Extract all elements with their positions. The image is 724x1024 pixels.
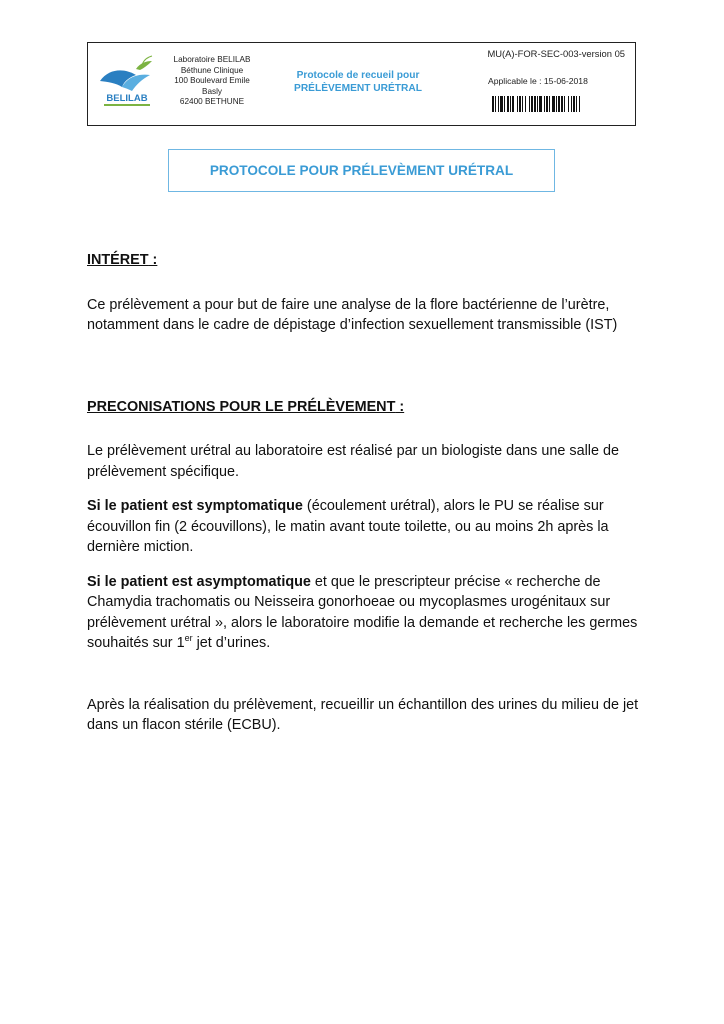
header-title-line2: PRÉLÈVEMENT URÉTRAL — [294, 82, 422, 94]
barcode — [492, 96, 626, 112]
asymptomatic-label: Si le patient est asymptomatique — [87, 573, 311, 590]
asymptomatic-paragraph — [87, 572, 639, 654]
header-title-line1: Protocole de recueil pour — [296, 70, 420, 81]
lab-site: Béthune Clinique — [180, 65, 244, 75]
belilab-logo — [96, 53, 158, 111]
applicable-date: Applicable le : 15-06-2018 — [488, 76, 588, 86]
document-header — [87, 42, 636, 126]
heading-interet-colon: : — [148, 252, 158, 268]
preconisations-intro: Le prélèvement urétral au laboratoire est réalisé par un biologiste dans une salle de prélèvement spécifique. — [87, 443, 619, 480]
lab-address — [152, 55, 272, 108]
asymptomatic-end: jet d’urines. — [192, 635, 271, 651]
header-title — [278, 70, 438, 95]
document-reference: MU(A)-FOR-SEC-003-version 05 — [487, 48, 625, 59]
lab-street-2: Basly — [201, 86, 223, 96]
lab-name: Laboratoire BELILAB — [173, 55, 251, 64]
lab-street: 100 Boulevard Emile — [174, 76, 250, 86]
after-sampling-paragraph: Après la réalisation du prélèvement, recueillir un échantillon des urines du milieu de jet dans un flacon stérile (ECBU). — [87, 696, 639, 733]
asymptomatic-text: et que le prescripteur précise « recherche de Chamydia trachomatis ou Neisseira gonorhoeae ou mycoplasmes urogénitaux sur prélèvement urétral », alors le laboratoire modifie la demande et recherche les germes souhaités sur 1 — [87, 573, 638, 651]
symptomatic-text: (écoulement urétral), alors le PU se réalise sur écouvillon fin (2 écouvillons), le matin avant toute toilette, ou au moins 2h après la dernière miction. — [87, 498, 609, 555]
heading-preconisations-colon: : — [395, 398, 405, 415]
logo-text: BELILAB — [106, 93, 148, 104]
heading-interet-text: INTÉRET — [87, 252, 149, 268]
section-heading-preconisations — [87, 397, 639, 418]
symptomatic-label: Si le patient est symptomatique — [87, 498, 303, 514]
document-title: PROTOCOLE POUR PRÉLEVÈMENT URÉTRAL — [209, 163, 514, 178]
section-heading-interet — [87, 250, 639, 271]
ordinal-suffix: er — [184, 633, 193, 644]
lab-city: 62400 BETHUNE — [179, 97, 245, 107]
heading-preconisations-text: PRECONISATIONS POUR LE PRÉLÈVEMENT — [87, 398, 396, 415]
document-body — [87, 250, 639, 736]
document-title-box — [168, 149, 555, 192]
symptomatic-paragraph — [87, 496, 639, 558]
interet-paragraph: Ce prélèvement a pour but de faire une analyse de la flore bactérienne de l’urètre, notamment dans le cadre de dépistage d’infection sexuellement transmissible (IST) — [87, 296, 618, 333]
